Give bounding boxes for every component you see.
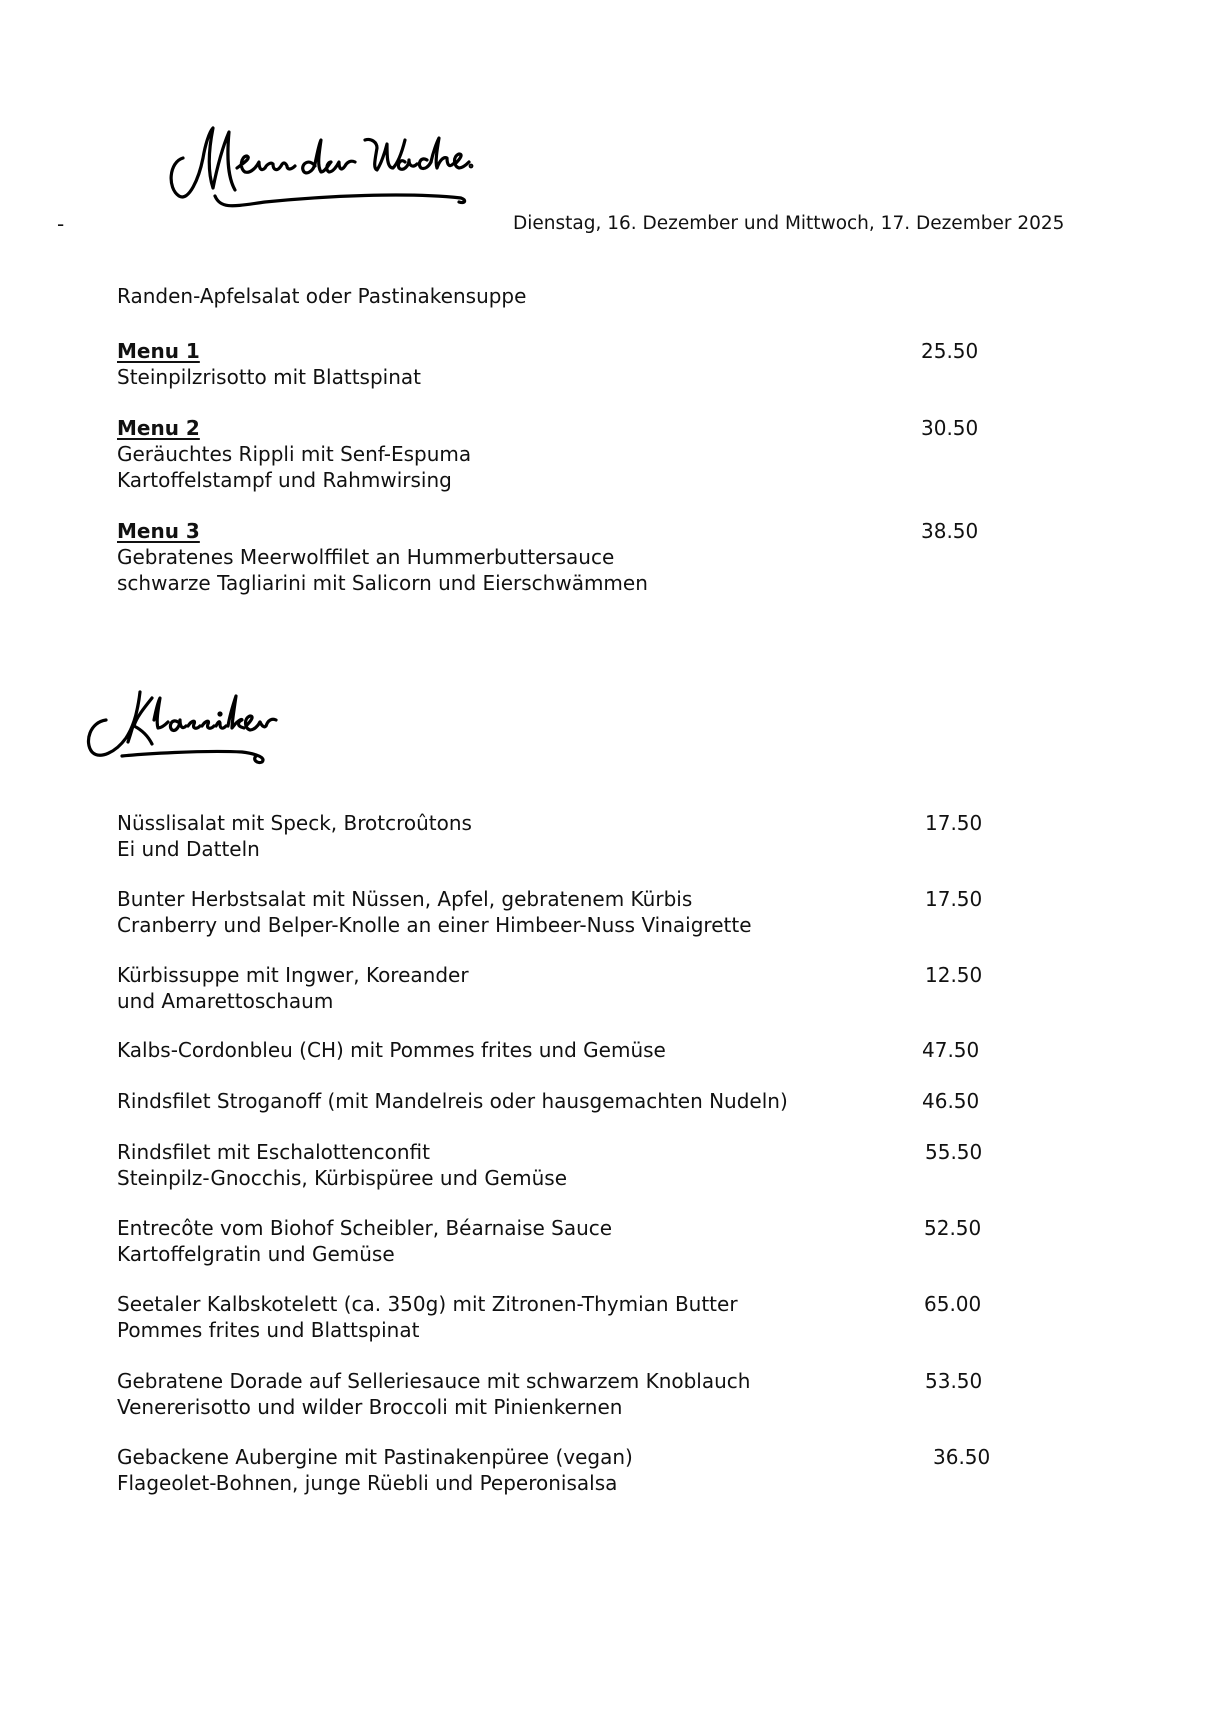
- menu-3-line-1: Gebratenes Meerwolffilet an Hummerbuttersauce: [117, 545, 615, 569]
- klassiker-item-7-price: 52.50: [924, 1216, 982, 1240]
- klassiker-item-3-line-2: und Amarettoschaum: [117, 989, 334, 1013]
- weekly-menu-1: [117, 338, 421, 390]
- klassiker-item-1: [117, 810, 472, 862]
- menu-3-price: 38.50: [921, 519, 979, 543]
- klassiker-item-9: [117, 1368, 750, 1420]
- klassiker-item-1-line-2: Ei und Datteln: [117, 837, 260, 861]
- klassiker-item-2-price: 17.50: [925, 887, 983, 911]
- menu-2-price: 30.50: [921, 416, 979, 440]
- klassiker-item-7: [117, 1215, 612, 1267]
- weekly-menu-3: [117, 518, 648, 596]
- menu-date: Dienstag, 16. Dezember und Mittwoch, 17. Dezember 2025: [513, 213, 1065, 234]
- menu-1-line-1: Steinpilzrisotto mit Blattspinat: [117, 365, 421, 389]
- klassiker-item-6: [117, 1139, 567, 1191]
- klassiker-item-7-line-1: Entrecôte vom Biohof Scheibler, Béarnaise Sauce: [117, 1216, 613, 1240]
- klassiker-item-6-line-1: Rindsfilet mit Eschalottenconfit: [117, 1140, 430, 1164]
- klassiker-item-3-line-1: Kürbissuppe mit Ingwer, Koreander: [117, 963, 469, 987]
- weekly-starter: Randen-Apfelsalat oder Pastinakensuppe: [117, 284, 527, 308]
- klassiker-item-1-price: 17.50: [925, 811, 983, 835]
- klassiker-item-9-price: 53.50: [925, 1369, 983, 1393]
- menu-3-title: Menu 3: [117, 519, 200, 543]
- klassiker-item-10-line-1: Gebackene Aubergine mit Pastinakenpüree (vegan): [117, 1445, 633, 1469]
- klassiker-item-4: [117, 1037, 666, 1063]
- klassiker-item-4-line-1: Kalbs-Cordonbleu (CH) mit Pommes frites und Gemüse: [117, 1038, 666, 1062]
- klassiker-item-8-line-2: Pommes frites und Blattspinat: [117, 1318, 420, 1342]
- klassiker-item-5-line-1: Rindsfilet Stroganoff (mit Mandelreis oder hausgemachten Nudeln): [117, 1089, 788, 1113]
- klassiker-item-3-price: 12.50: [925, 963, 983, 987]
- klassiker-item-4-price: 47.50: [922, 1038, 980, 1062]
- klassiker-item-3: [117, 962, 469, 1014]
- klassiker-item-1-line-1: Nüsslisalat mit Speck, Brotcroûtons: [117, 811, 472, 835]
- menu-2-line-2: Kartoffelstampf und Rahmwirsing: [117, 468, 452, 492]
- header-dash: -: [57, 212, 65, 236]
- weekly-menu-2: [117, 415, 471, 493]
- menu-der-woche-script-title: [165, 118, 475, 213]
- klassiker-item-10-price: 36.50: [933, 1445, 991, 1469]
- klassiker-item-8-line-1: Seetaler Kalbskotelett (ca. 350g) mit Zitronen-Thymian Butter: [117, 1292, 738, 1316]
- klassiker-item-6-line-2: Steinpilz-Gnocchis, Kürbispüree und Gemüse: [117, 1166, 567, 1190]
- klassiker-item-9-line-1: Gebratene Dorade auf Selleriesauce mit schwarzem Knoblauch: [117, 1369, 751, 1393]
- klassiker-script-title: [82, 680, 282, 770]
- menu-1-price: 25.50: [921, 339, 979, 363]
- menu-2-title: Menu 2: [117, 416, 200, 440]
- klassiker-item-7-line-2: Kartoffelgratin und Gemüse: [117, 1242, 395, 1266]
- menu-3-line-2: schwarze Tagliarini mit Salicorn und Eierschwämmen: [117, 571, 648, 595]
- klassiker-item-10-line-2: Flageolet-Bohnen, junge Rüebli und Peperonisalsa: [117, 1471, 618, 1495]
- klassiker-item-2-line-2: Cranberry und Belper-Knolle an einer Himbeer-Nuss Vinaigrette: [117, 913, 752, 937]
- klassiker-item-2: [117, 886, 752, 938]
- menu-2-line-1: Geräuchtes Rippli mit Senf-Espuma: [117, 442, 472, 466]
- klassiker-item-2-line-1: Bunter Herbstsalat mit Nüssen, Apfel, gebratenem Kürbis: [117, 887, 693, 911]
- klassiker-item-10: [117, 1444, 633, 1496]
- klassiker-item-6-price: 55.50: [925, 1140, 983, 1164]
- klassiker-item-5: [117, 1088, 788, 1114]
- klassiker-item-8-price: 65.00: [924, 1292, 982, 1316]
- klassiker-item-8: [117, 1291, 738, 1343]
- menu-1-title: Menu 1: [117, 339, 200, 363]
- klassiker-item-9-line-2: Venererisotto und wilder Broccoli mit Pinienkernen: [117, 1395, 623, 1419]
- klassiker-item-5-price: 46.50: [922, 1089, 980, 1113]
